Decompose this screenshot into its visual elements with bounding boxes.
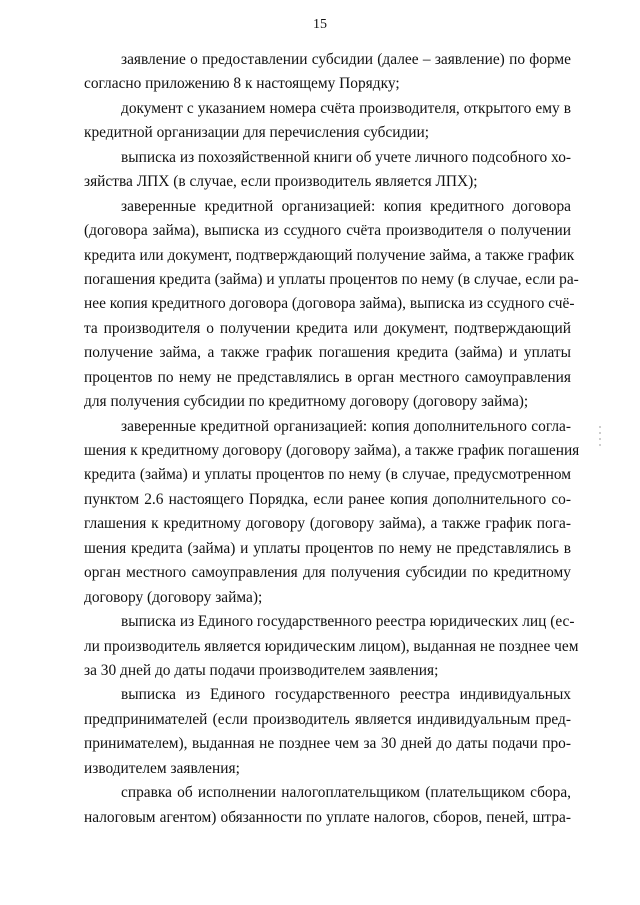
text-line: согласно приложению 8 к настоящему Порядку; [84, 75, 400, 93]
text-line: (договора займа), выписка из ссудного счёта производителя о получении [84, 222, 571, 240]
text-line: глашения к кредитному договору (договору займа), а также график пога- [84, 515, 571, 533]
text-line: выписка из похозяйственной книги об учете личного подсобного хо- [121, 148, 572, 166]
text-line: документ с указанием номера счёта производителя, открытого ему в [121, 99, 571, 117]
text-line: получение займа, а также график погашения кредита (займа) и уплаты [84, 344, 571, 362]
page-number: 15 [313, 17, 327, 32]
text-line: договору (договору займа); [84, 588, 263, 606]
text-line: для получения субсидии по кредитному договору (договору займа); [84, 393, 529, 411]
text-line: выписка из Единого государственного реестра юридических лиц (ес- [121, 613, 575, 631]
text-line: ли производитель является юридическим лицом), выданная не позднее чем [84, 637, 579, 655]
text-line: предпринимателей (если производитель является индивидуальным пред- [84, 710, 571, 728]
text-line: кредита (займа) и уплаты процентов по нему (в случае, предусмотренном [84, 466, 571, 484]
text-line: орган местного самоуправления для получения субсидии по кредитному [84, 564, 571, 582]
text-line: заверенные кредитной организацией: копия дополнительного согла- [121, 417, 571, 435]
text-line: изводителем заявления; [84, 759, 240, 777]
text-line: заявление о предоставлении субсидии (далее – заявление) по форме [121, 51, 571, 68]
text-line: принимателем), выданная не позднее чем за 30 дней до даты подачи про- [84, 735, 571, 753]
scan-margin-marks [599, 426, 603, 446]
document-body [84, 48, 580, 830]
text-line: та производителя о получении кредита или документ, подтверждающий [84, 319, 571, 337]
text-line: шения к кредитному договору (договору займа), а также график погашения [84, 442, 580, 459]
text-line: шения кредита (займа) и уплаты процентов по нему не представлялись в [84, 539, 571, 557]
text-line: погашения кредита (займа) и уплаты процентов по нему (в случае, если ра- [84, 270, 579, 288]
text-line: за 30 дней до даты подачи производителем заявления; [84, 661, 439, 679]
text-line: справка об исполнении налогоплательщиком (плательщиком сбора, [121, 784, 571, 802]
text-line: пунктом 2.6 настоящего Порядка, если ранее копия дополнительного со- [84, 490, 571, 508]
text-line: нее копия кредитного договора (договора займа), выписка из ссудного счё- [84, 295, 575, 313]
text-line: выписка из Единого государственного реестра индивидуальных [121, 686, 571, 704]
text-line: кредитной организации для перечисления субсидии; [84, 124, 430, 142]
text-line: заверенные кредитной организацией: копия кредитного договора [121, 197, 571, 215]
text-line: налоговым агентом) обязанности по уплате налогов, сборов, пеней, штра- [84, 808, 571, 826]
text-line: процентов по нему не представлялись в орган местного самоуправления [84, 368, 571, 386]
text-line: кредита или документ, подтверждающий получение займа, а также график [84, 246, 575, 264]
text-line: зяйства ЛПХ (в случае, если производитель является ЛПХ); [84, 173, 478, 191]
